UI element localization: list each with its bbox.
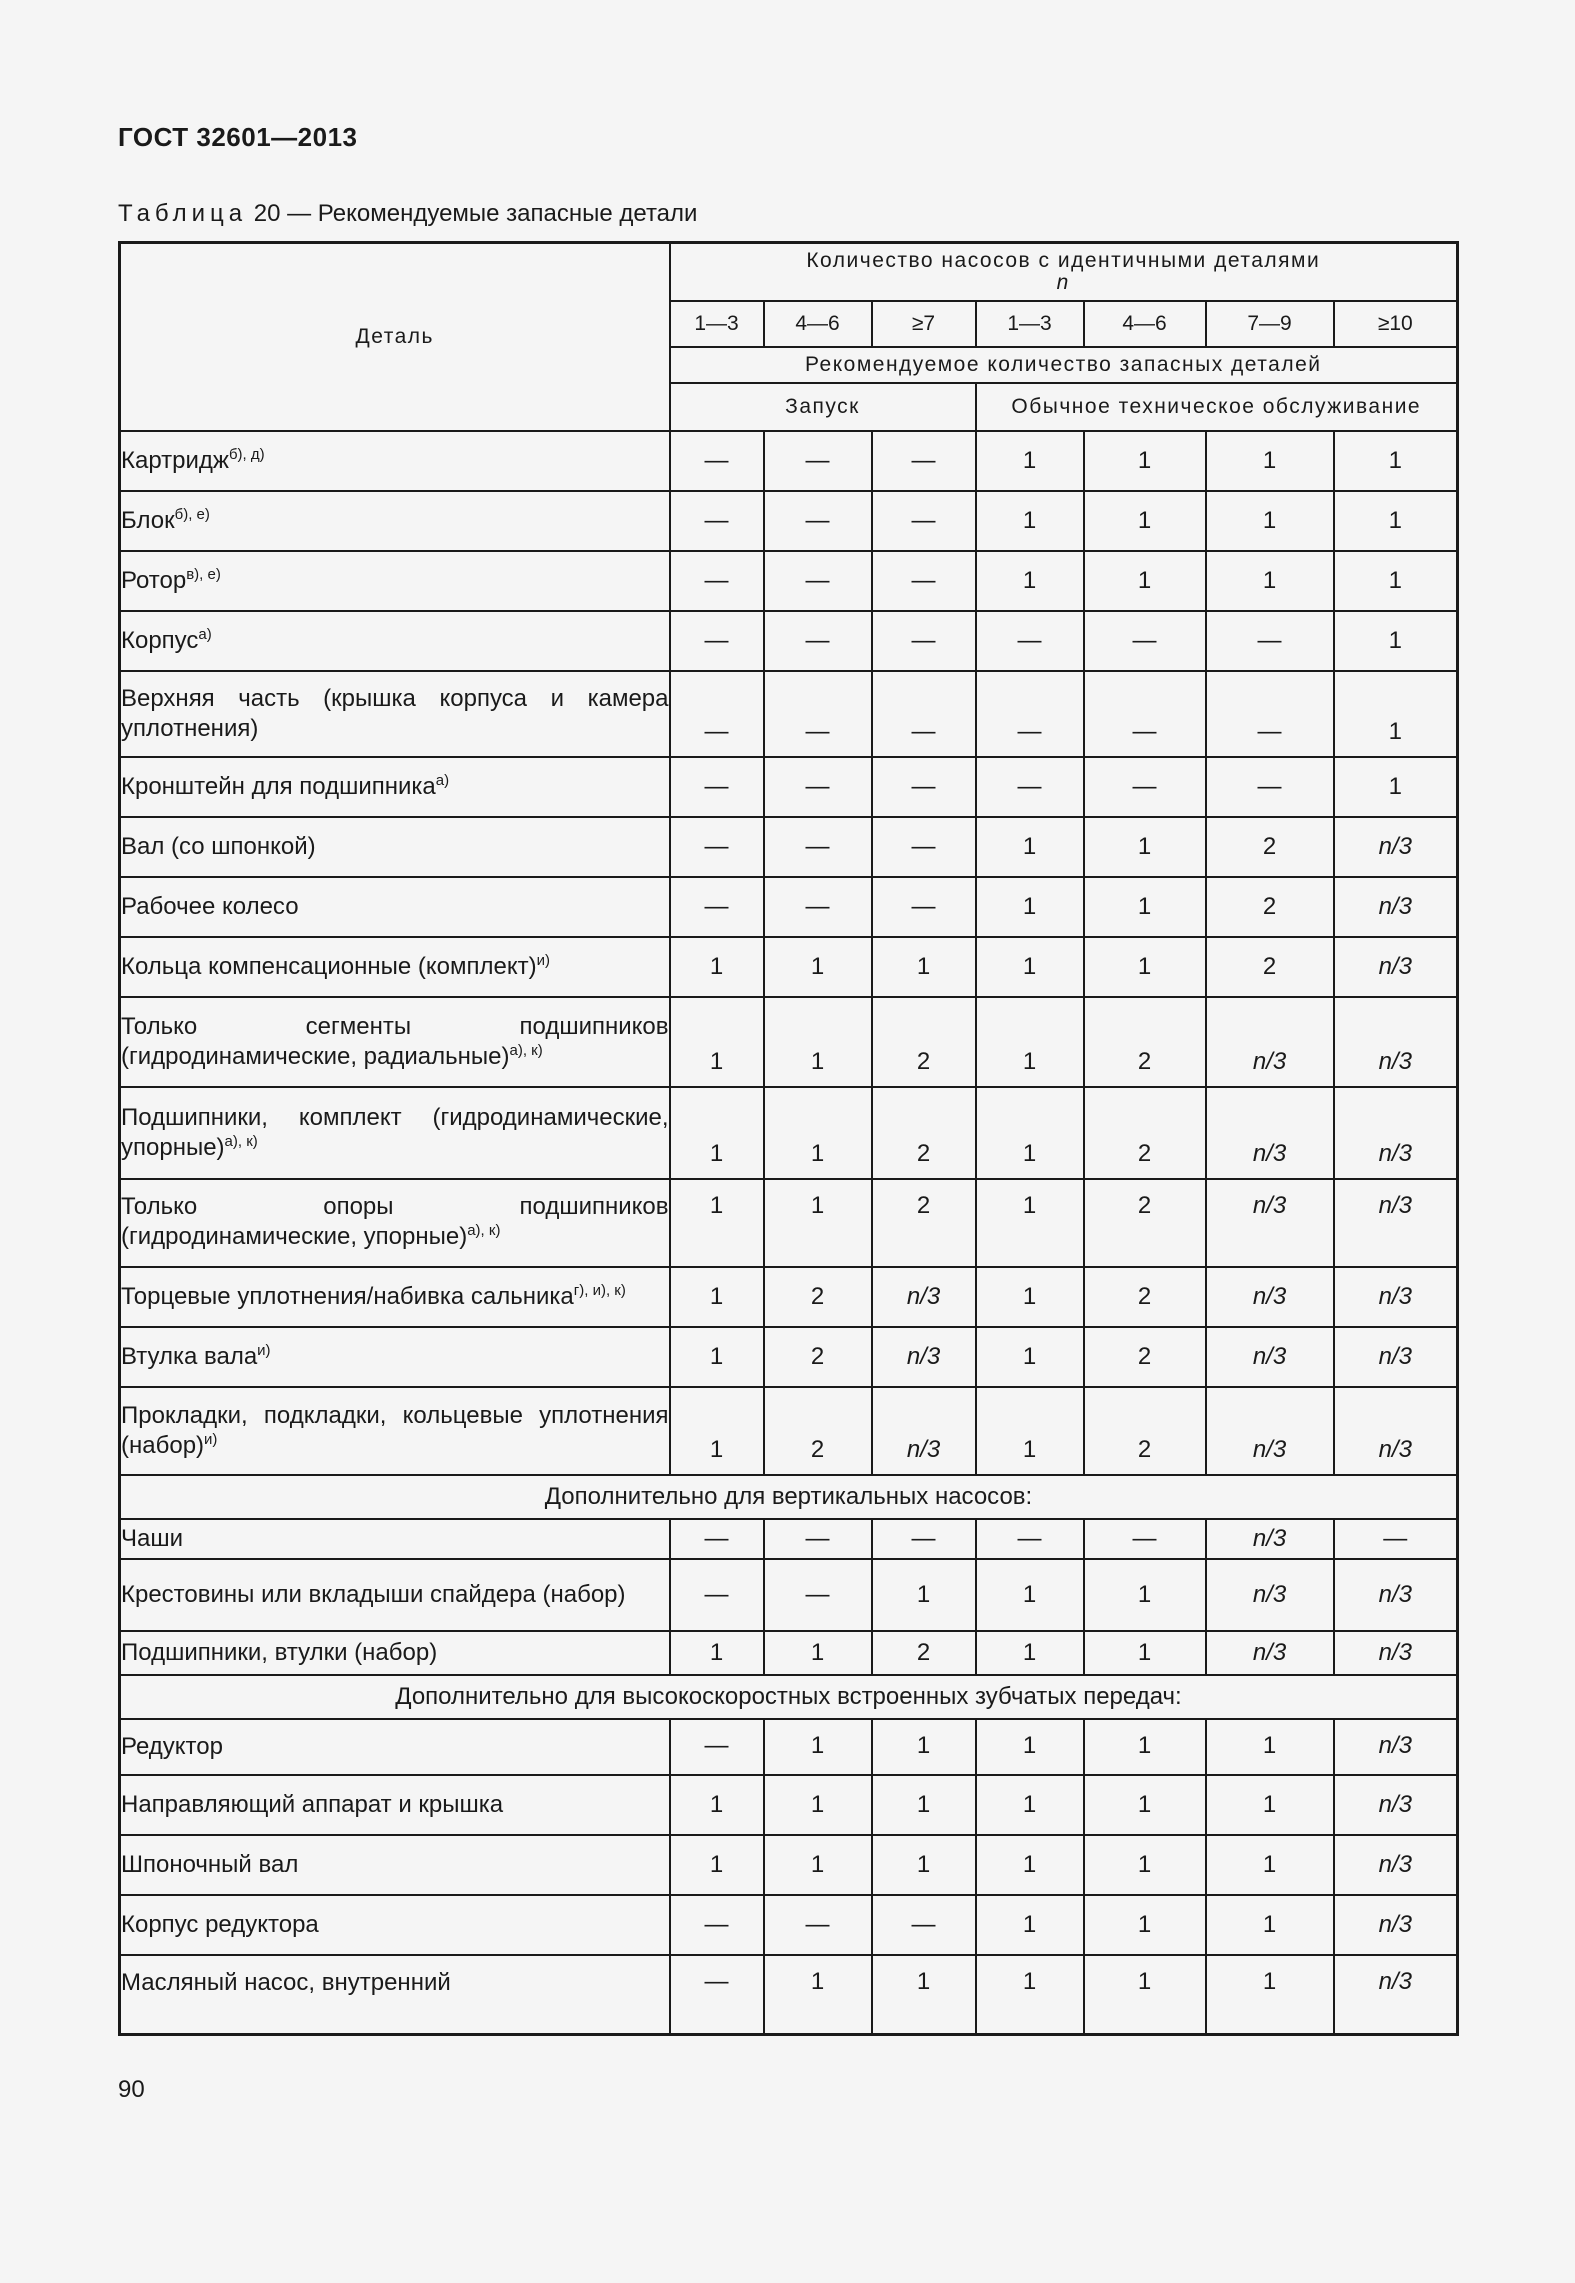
quantity-cell: 1 — [670, 1775, 764, 1835]
part-name: Направляющий аппарат и крышка — [121, 1790, 504, 1818]
part-name-cell — [120, 1179, 670, 1267]
count-range-cell: ≥7 — [872, 301, 976, 347]
part-name-cell — [120, 757, 670, 817]
quantity-cell: 2 — [1084, 1087, 1206, 1179]
part-name-cell — [120, 611, 670, 671]
quantity-cell: 1 — [872, 1955, 976, 2035]
quantity-cell: 1 — [764, 1835, 872, 1895]
part-name: Подшипники, комплект (гидродинамические, упорные) — [121, 1103, 669, 1161]
quantity-cell: 1 — [1334, 551, 1458, 611]
quantity-cell: — — [670, 1895, 764, 1955]
quantity-cell: — — [764, 1559, 872, 1631]
part-name: Ротор — [121, 566, 187, 594]
table-head — [120, 243, 1458, 431]
quantity-cell: 1 — [1084, 1719, 1206, 1775]
quantity-cell: n/3 — [1334, 1087, 1458, 1179]
table-row — [120, 817, 1458, 877]
footnote-reference: а) — [435, 771, 450, 789]
part-name-cell — [120, 671, 670, 757]
part-name-cell — [120, 1955, 670, 2035]
quantity-cell: n/3 — [872, 1267, 976, 1327]
part-name: Только сегменты подшипников (гидродинамические, радиальные) — [121, 1012, 669, 1070]
table-row — [120, 1719, 1458, 1775]
quantity-cell: 1 — [872, 1719, 976, 1775]
table-row — [120, 877, 1458, 937]
part-name-cell — [120, 1327, 670, 1387]
table-row — [120, 1955, 1458, 2035]
spare-parts-table — [118, 241, 1459, 2036]
quantity-cell: 2 — [1084, 997, 1206, 1087]
quantity-cell: 1 — [1206, 1775, 1334, 1835]
quantity-cell: 1 — [976, 431, 1084, 491]
quantity-cell: 1 — [764, 1775, 872, 1835]
part-name: Шпоночный вал — [121, 1850, 299, 1878]
page-number: 90 — [118, 2076, 145, 2103]
quantity-cell: 1 — [1084, 1631, 1206, 1675]
quantity-cell: 2 — [1084, 1327, 1206, 1387]
quantity-cell: n/3 — [1334, 1559, 1458, 1631]
table-row — [120, 1835, 1458, 1895]
quantity-cell: 2 — [872, 1631, 976, 1675]
quantity-cell: 1 — [976, 1267, 1084, 1327]
quantity-cell: 1 — [1206, 1719, 1334, 1775]
footnote-reference: и) — [257, 1341, 271, 1359]
quantity-cell: 1 — [1334, 491, 1458, 551]
table-body — [120, 431, 1458, 2035]
part-name-cell — [120, 1087, 670, 1179]
quantity-cell: 1 — [976, 1955, 1084, 2035]
quantity-cell: 1 — [764, 1955, 872, 2035]
quantity-cell: n/3 — [1206, 1559, 1334, 1631]
quantity-cell: — — [764, 1519, 872, 1559]
footnote-reference: а), к) — [224, 1132, 258, 1150]
part-name: Торцевые уплотнения/набивка сальника — [121, 1282, 574, 1310]
table-row — [120, 937, 1458, 997]
quantity-cell: 1 — [1084, 937, 1206, 997]
quantity-cell: 2 — [764, 1267, 872, 1327]
quantity-cell: n/3 — [1206, 1179, 1334, 1267]
quantity-cell: 1 — [1206, 1835, 1334, 1895]
footnote-reference: а), к) — [467, 1221, 501, 1239]
part-name-cell — [120, 997, 670, 1087]
part-name-cell — [120, 491, 670, 551]
quantity-cell: 1 — [1084, 491, 1206, 551]
quantity-cell: 2 — [872, 1179, 976, 1267]
document-code: ГОСТ 32601—2013 — [118, 122, 358, 152]
table-row — [120, 1267, 1458, 1327]
detail-column-header: Деталь — [120, 243, 670, 431]
quantity-cell: 1 — [1084, 817, 1206, 877]
quantity-cell: — — [670, 877, 764, 937]
quantity-cell: — — [872, 551, 976, 611]
table-row — [120, 611, 1458, 671]
quantity-cell: 1 — [1334, 611, 1458, 671]
table-row — [120, 671, 1458, 757]
quantity-cell: 1 — [1084, 1559, 1206, 1631]
footnote-reference: а), к) — [509, 1041, 543, 1059]
quantity-cell: 2 — [764, 1327, 872, 1387]
quantity-cell: 1 — [764, 997, 872, 1087]
quantity-cell: — — [872, 431, 976, 491]
quantity-cell: — — [670, 431, 764, 491]
quantity-cell: — — [872, 611, 976, 671]
quantity-cell: n/3 — [1206, 1267, 1334, 1327]
table-row — [120, 1895, 1458, 1955]
n-symbol: n — [1056, 270, 1070, 294]
quantity-cell: 1 — [976, 817, 1084, 877]
quantity-cell: 1 — [872, 937, 976, 997]
footnote-reference: в), е) — [186, 565, 221, 583]
table-row — [120, 1087, 1458, 1179]
part-name-cell — [120, 1559, 670, 1631]
part-name-cell — [120, 1267, 670, 1327]
table-caption — [118, 200, 697, 228]
quantity-cell: n/3 — [872, 1327, 976, 1387]
quantity-cell: 1 — [872, 1559, 976, 1631]
maintenance-header: Обычное техническое обслуживание — [976, 383, 1458, 431]
table-row — [120, 431, 1458, 491]
part-name-cell — [120, 1895, 670, 1955]
quantity-cell: — — [1206, 671, 1334, 757]
quantity-cell: 1 — [976, 1087, 1084, 1179]
quantity-cell: — — [764, 491, 872, 551]
quantity-cell: — — [670, 757, 764, 817]
part-name-cell — [120, 1775, 670, 1835]
quantity-cell: 2 — [872, 997, 976, 1087]
quantity-cell: n/3 — [1334, 1835, 1458, 1895]
quantity-cell: 2 — [1084, 1387, 1206, 1475]
quantity-cell: — — [670, 671, 764, 757]
part-name: Корпус — [121, 626, 199, 654]
quantity-cell: — — [1084, 1519, 1206, 1559]
part-name: Масляный насос, внутренний — [121, 1968, 451, 1996]
quantity-cell: 1 — [976, 937, 1084, 997]
table-row — [120, 997, 1458, 1087]
part-name-cell — [120, 937, 670, 997]
count-range-cell: 7—9 — [1206, 301, 1334, 347]
quantity-cell: 1 — [670, 937, 764, 997]
quantity-cell: — — [670, 611, 764, 671]
quantity-cell: — — [872, 757, 976, 817]
part-name-cell — [120, 1719, 670, 1775]
quantity-cell: 1 — [976, 1559, 1084, 1631]
quantity-cell: n/3 — [1206, 1631, 1334, 1675]
quantity-cell: — — [670, 1955, 764, 2035]
quantity-cell: n/3 — [1334, 817, 1458, 877]
quantity-cell: — — [872, 1519, 976, 1559]
section-heading: Дополнительно для высокоскоростных встроенных зубчатых передач: — [120, 1675, 1458, 1719]
quantity-cell: — — [1206, 757, 1334, 817]
part-name: Только опоры подшипников (гидродинамические, упорные) — [121, 1192, 669, 1250]
part-name: Прокладки, подкладки, кольцевые уплотнения (набор) — [121, 1401, 669, 1459]
quantity-cell: 1 — [1206, 1895, 1334, 1955]
quantity-cell: 1 — [976, 1179, 1084, 1267]
table-row — [120, 757, 1458, 817]
quantity-cell: — — [670, 1559, 764, 1631]
quantity-cell: 1 — [1084, 431, 1206, 491]
table-row — [120, 1179, 1458, 1267]
count-range-cell: 1—3 — [670, 301, 764, 347]
part-name-cell — [120, 877, 670, 937]
quantity-cell: n/3 — [1334, 997, 1458, 1087]
quantity-cell: 1 — [1084, 1775, 1206, 1835]
recommended-quantity-header: Рекомендуемое количество запасных деталей — [670, 347, 1458, 383]
footnote-reference: и) — [536, 951, 550, 969]
quantity-cell: — — [764, 431, 872, 491]
footnote-reference: и) — [204, 1430, 218, 1448]
quantity-cell: 2 — [1206, 877, 1334, 937]
quantity-cell: — — [764, 671, 872, 757]
part-name: Втулка вала — [121, 1342, 258, 1370]
quantity-cell: 1 — [670, 1387, 764, 1475]
quantity-cell: — — [976, 671, 1084, 757]
part-name: Картридж — [121, 446, 229, 474]
quantity-cell: — — [670, 817, 764, 877]
quantity-cell: — — [1084, 757, 1206, 817]
quantity-cell: 1 — [872, 1835, 976, 1895]
part-name: Редуктор — [121, 1732, 223, 1760]
quantity-cell: n/3 — [1334, 1955, 1458, 2035]
table-row — [120, 491, 1458, 551]
table-row — [120, 1559, 1458, 1631]
part-name: Крестовины или вкладыши спайдера (набор) — [121, 1580, 626, 1608]
quantity-cell: — — [764, 877, 872, 937]
quantity-cell: 1 — [1206, 1955, 1334, 2035]
quantity-cell: — — [764, 551, 872, 611]
table-row — [120, 1775, 1458, 1835]
quantity-cell: 1 — [1084, 1955, 1206, 2035]
section-row — [120, 1475, 1458, 1519]
part-name-cell — [120, 551, 670, 611]
startup-header: Запуск — [670, 383, 976, 431]
quantity-cell: 2 — [872, 1087, 976, 1179]
pump-count-label: Количество насосов с идентичными деталями — [806, 248, 1321, 272]
quantity-cell: — — [670, 1519, 764, 1559]
table-row — [120, 1631, 1458, 1675]
quantity-cell: 2 — [1084, 1267, 1206, 1327]
quantity-cell: 1 — [976, 1895, 1084, 1955]
quantity-cell: — — [976, 1519, 1084, 1559]
quantity-cell: 1 — [670, 1835, 764, 1895]
quantity-cell: 2 — [1206, 817, 1334, 877]
quantity-cell: — — [976, 757, 1084, 817]
quantity-cell: 1 — [1334, 431, 1458, 491]
quantity-cell: 1 — [976, 877, 1084, 937]
quantity-cell: — — [872, 877, 976, 937]
footnote-reference: б), е) — [174, 505, 210, 523]
part-name: Блок — [121, 506, 175, 534]
quantity-cell: 1 — [976, 1387, 1084, 1475]
quantity-cell: 1 — [764, 1719, 872, 1775]
section-heading: Дополнительно для вертикальных насосов: — [120, 1475, 1458, 1519]
part-name-cell — [120, 1519, 670, 1559]
quantity-cell: 1 — [764, 1087, 872, 1179]
quantity-cell: — — [1334, 1519, 1458, 1559]
quantity-cell: 1 — [976, 1775, 1084, 1835]
part-name-cell — [120, 1835, 670, 1895]
table-row — [120, 1327, 1458, 1387]
pump-count-header — [670, 243, 1458, 301]
quantity-cell: n/3 — [1206, 1519, 1334, 1559]
quantity-cell: 1 — [764, 937, 872, 997]
quantity-cell: 1 — [670, 1631, 764, 1675]
quantity-cell: 1 — [670, 997, 764, 1087]
count-range-cell: 1—3 — [976, 301, 1084, 347]
quantity-cell: n/3 — [1206, 1327, 1334, 1387]
part-name: Подшипники, втулки (набор) — [121, 1638, 438, 1666]
quantity-cell: n/3 — [1334, 1327, 1458, 1387]
count-range-cell: 4—6 — [764, 301, 872, 347]
quantity-cell: 1 — [670, 1267, 764, 1327]
quantity-cell: 1 — [670, 1327, 764, 1387]
quantity-cell: 2 — [1084, 1179, 1206, 1267]
part-name-cell — [120, 431, 670, 491]
quantity-cell: 1 — [670, 1087, 764, 1179]
quantity-cell: 1 — [976, 1719, 1084, 1775]
part-name: Вал (со шпонкой) — [121, 832, 316, 860]
quantity-cell: — — [872, 1895, 976, 1955]
quantity-cell: n/3 — [1334, 937, 1458, 997]
quantity-cell: 1 — [976, 997, 1084, 1087]
quantity-cell: 1 — [1334, 671, 1458, 757]
quantity-cell: — — [1084, 611, 1206, 671]
quantity-cell: — — [872, 817, 976, 877]
count-range-cell: ≥10 — [1334, 301, 1458, 347]
part-name-cell — [120, 817, 670, 877]
part-name: Кольца компенсационные (комплект) — [121, 952, 537, 980]
quantity-cell: n/3 — [1334, 1387, 1458, 1475]
quantity-cell: — — [764, 611, 872, 671]
quantity-cell: — — [670, 1719, 764, 1775]
footnote-reference: б), д) — [228, 445, 265, 463]
quantity-cell: 1 — [872, 1775, 976, 1835]
quantity-cell: — — [670, 551, 764, 611]
quantity-cell: n/3 — [1206, 997, 1334, 1087]
quantity-cell: 1 — [1206, 491, 1334, 551]
quantity-cell: 1 — [976, 1327, 1084, 1387]
quantity-cell: — — [976, 611, 1084, 671]
quantity-cell: 1 — [764, 1631, 872, 1675]
quantity-cell: 1 — [1084, 1895, 1206, 1955]
quantity-cell: 1 — [976, 1835, 1084, 1895]
quantity-cell: — — [670, 491, 764, 551]
part-name: Рабочее колесо — [121, 892, 299, 920]
count-range-cell: 4—6 — [1084, 301, 1206, 347]
quantity-cell: n/3 — [1206, 1087, 1334, 1179]
quantity-cell: n/3 — [872, 1387, 976, 1475]
quantity-cell: 1 — [670, 1179, 764, 1267]
quantity-cell: 1 — [976, 551, 1084, 611]
quantity-cell: 1 — [1084, 877, 1206, 937]
quantity-cell: n/3 — [1334, 1267, 1458, 1327]
quantity-cell: n/3 — [1334, 1631, 1458, 1675]
quantity-cell: n/3 — [1334, 1895, 1458, 1955]
quantity-cell: — — [872, 491, 976, 551]
quantity-cell: 1 — [1084, 1835, 1206, 1895]
part-name: Верхняя часть (крышка корпуса и камера уплотнения) — [121, 684, 669, 742]
footnote-reference: г), и), к) — [573, 1281, 626, 1299]
quantity-cell: n/3 — [1334, 877, 1458, 937]
section-row — [120, 1675, 1458, 1719]
table-caption-label: Таблица — [118, 200, 248, 227]
part-name-cell — [120, 1631, 670, 1675]
quantity-cell: — — [764, 817, 872, 877]
quantity-cell: n/3 — [1334, 1719, 1458, 1775]
quantity-cell: — — [1206, 611, 1334, 671]
quantity-cell: — — [764, 1895, 872, 1955]
table-row — [120, 1519, 1458, 1559]
table-caption-title: 20 — Рекомендуемые запасные детали — [247, 200, 698, 227]
quantity-cell: — — [872, 671, 976, 757]
quantity-cell: — — [1084, 671, 1206, 757]
part-name: Чаши — [121, 1524, 184, 1552]
part-name: Кронштейн для подшипника — [121, 772, 436, 800]
footnote-reference: а) — [198, 625, 212, 643]
quantity-cell: n/3 — [1334, 1775, 1458, 1835]
quantity-cell: n/3 — [1206, 1387, 1334, 1475]
table-row — [120, 1387, 1458, 1475]
quantity-cell: 1 — [1084, 551, 1206, 611]
quantity-cell: 2 — [1206, 937, 1334, 997]
quantity-cell: 1 — [764, 1179, 872, 1267]
quantity-cell: 1 — [1206, 431, 1334, 491]
part-name: Корпус редуктора — [121, 1910, 319, 1938]
part-name-cell — [120, 1387, 670, 1475]
quantity-cell: — — [764, 757, 872, 817]
quantity-cell: 1 — [976, 491, 1084, 551]
quantity-cell: 2 — [764, 1387, 872, 1475]
quantity-cell: 1 — [1206, 551, 1334, 611]
quantity-cell: 1 — [1334, 757, 1458, 817]
quantity-cell: 1 — [976, 1631, 1084, 1675]
quantity-cell: n/3 — [1334, 1179, 1458, 1267]
table-row — [120, 551, 1458, 611]
